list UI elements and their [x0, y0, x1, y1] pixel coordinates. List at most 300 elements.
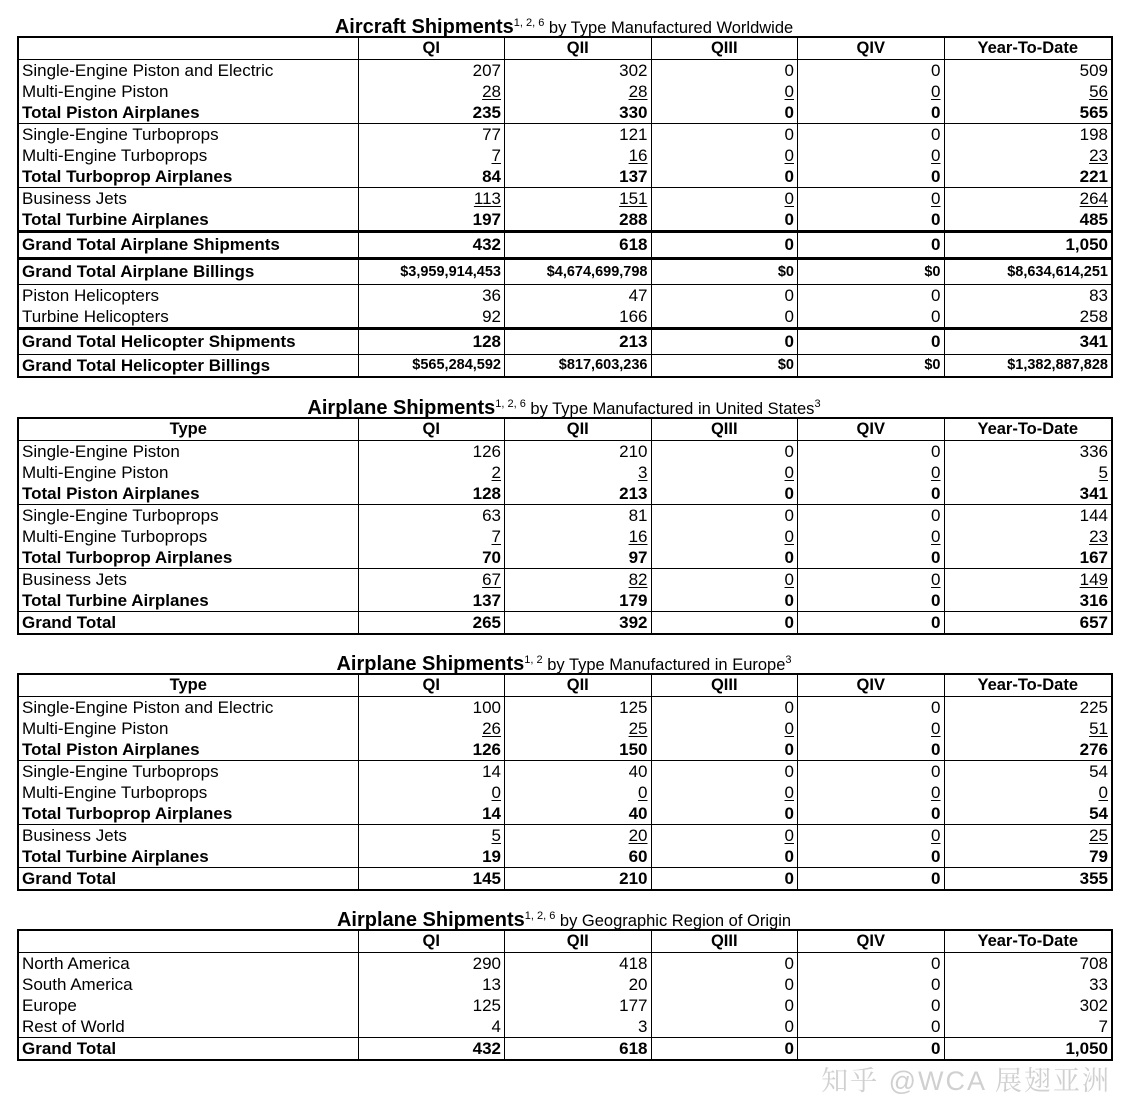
table-row [18, 974, 1112, 995]
cell-value [944, 782, 1112, 803]
value: 0 [784, 570, 794, 589]
row-label: Piston Helicopters [18, 285, 358, 307]
value: 0 [784, 103, 794, 122]
value: 316 [1079, 591, 1108, 610]
cell-value [505, 124, 652, 146]
value: 0 [931, 804, 941, 823]
cell-value [944, 102, 1112, 124]
value: $0 [924, 264, 941, 280]
value: 7 [491, 527, 501, 546]
cell-value [505, 1016, 652, 1038]
cell-value [798, 739, 945, 761]
title-main: Airplane Shipments [307, 397, 496, 419]
value: 0 [784, 146, 794, 165]
table-title [17, 647, 1111, 673]
column-header: QII [505, 37, 652, 60]
data-table [17, 929, 1113, 1061]
value: 618 [619, 235, 648, 254]
cell-value [505, 259, 652, 285]
cell-value [944, 953, 1112, 975]
value: 167 [1079, 548, 1108, 567]
column-header: QIII [651, 37, 798, 60]
table-row [18, 761, 1112, 783]
value: 0 [784, 954, 794, 973]
cell-value [358, 306, 505, 329]
cell-value [798, 81, 945, 102]
cell-value [651, 102, 798, 124]
cell-value [358, 761, 505, 783]
cell-value [944, 846, 1112, 868]
cell-value [944, 232, 1112, 259]
value: 565 [1079, 103, 1108, 122]
value: 0 [931, 869, 941, 888]
cell-value [358, 505, 505, 527]
cell-value [505, 232, 652, 259]
value: 2 [491, 463, 501, 482]
value: 26 [482, 719, 501, 738]
cell-value [651, 483, 798, 505]
cell-value [358, 825, 505, 847]
value: 100 [472, 698, 501, 717]
table-row [18, 462, 1112, 483]
value: 137 [472, 591, 501, 610]
value: 207 [472, 61, 501, 80]
cell-value [358, 974, 505, 995]
row-label: Total Piston Airplanes [18, 739, 358, 761]
value: 56 [1089, 82, 1108, 101]
column-header: QIV [798, 930, 945, 953]
value: 0 [931, 484, 941, 503]
column-header: QIV [798, 674, 945, 697]
cell-value [798, 505, 945, 527]
cell-value [798, 329, 945, 355]
column-header: QII [505, 418, 652, 441]
value: 0 [784, 332, 794, 351]
column-header-type [18, 930, 358, 953]
cell-value [798, 1016, 945, 1038]
value: 54 [1089, 804, 1108, 823]
value: 0 [784, 762, 794, 781]
value: $1,382,887,828 [1007, 357, 1108, 373]
cell-value [505, 209, 652, 232]
header-row [18, 37, 1112, 60]
cell-value [944, 825, 1112, 847]
cell-value [651, 526, 798, 547]
value: 20 [628, 826, 648, 845]
cell-value [358, 145, 505, 166]
row-label: Business Jets [18, 825, 358, 847]
cell-value [798, 612, 945, 635]
cell-value [651, 124, 798, 146]
cell-value [651, 60, 798, 82]
watermark: 知乎 @WCA 展翅亚洲 [821, 1066, 1111, 1096]
value: 0 [784, 189, 794, 208]
value: 0 [931, 189, 941, 208]
table-row [18, 718, 1112, 739]
value: 60 [628, 847, 648, 866]
row-label: Single-Engine Piston and Electric [18, 697, 358, 719]
value: 83 [1089, 286, 1108, 305]
cell-value [798, 526, 945, 547]
cell-value [358, 483, 505, 505]
table-title [17, 10, 1111, 36]
value: 0 [931, 570, 941, 589]
table-row [18, 232, 1112, 259]
cell-value [944, 81, 1112, 102]
row-label: Single-Engine Turboprops [18, 761, 358, 783]
value: 0 [638, 783, 648, 802]
column-header-type [18, 37, 358, 60]
value: 92 [482, 307, 501, 326]
value: 0 [931, 82, 941, 101]
table-row [18, 166, 1112, 188]
cell-value [505, 306, 652, 329]
cell-value [358, 1016, 505, 1038]
column-header: QIV [798, 37, 945, 60]
cell-value [505, 81, 652, 102]
cell-value [798, 697, 945, 719]
value: 264 [1079, 189, 1108, 208]
value: 0 [931, 698, 941, 717]
cell-value [651, 974, 798, 995]
value: 177 [619, 996, 648, 1015]
cell-value [798, 441, 945, 463]
value: 79 [1089, 847, 1108, 866]
table-row [18, 953, 1112, 975]
table-row [18, 739, 1112, 761]
row-label: Europe [18, 995, 358, 1016]
value: 4 [491, 1017, 501, 1036]
value: 0 [931, 719, 941, 738]
header-row [18, 418, 1112, 441]
value: 341 [1079, 484, 1108, 503]
cell-value [505, 505, 652, 527]
value: 509 [1079, 61, 1108, 80]
cell-value [651, 329, 798, 355]
cell-value [798, 188, 945, 210]
cell-value [798, 124, 945, 146]
value: 0 [931, 286, 941, 305]
title-main: Airplane Shipments [336, 909, 525, 931]
value: 0 [784, 235, 794, 254]
cell-value [944, 329, 1112, 355]
value: 0 [784, 506, 794, 525]
table-row [18, 102, 1112, 124]
value: $0 [777, 264, 794, 280]
cell-value [651, 355, 798, 378]
cell-value [798, 569, 945, 591]
header-row [18, 930, 1112, 953]
column-header: QIII [651, 930, 798, 953]
row-label: Total Turboprop Airplanes [18, 166, 358, 188]
row-label: Grand Total [18, 868, 358, 891]
cell-value [358, 569, 505, 591]
value: 0 [931, 463, 941, 482]
value: 302 [1079, 996, 1108, 1015]
value: 7 [1098, 1017, 1108, 1036]
cell-value [798, 803, 945, 825]
value: 145 [472, 869, 501, 888]
title-rest: by Type Manufactured in Europe [542, 656, 786, 674]
cell-value [651, 259, 798, 285]
column-header: QI [358, 418, 505, 441]
row-label: Total Turboprop Airplanes [18, 803, 358, 825]
cell-value [651, 825, 798, 847]
cell-value [651, 1016, 798, 1038]
row-label: Grand Total Helicopter Shipments [18, 329, 358, 355]
value: 25 [628, 719, 648, 738]
row-label: Multi-Engine Piston [18, 462, 358, 483]
value: 23 [1089, 146, 1108, 165]
header-row [18, 674, 1112, 697]
value: 0 [784, 996, 794, 1015]
value: 657 [1079, 613, 1108, 632]
row-label: Grand Total [18, 612, 358, 635]
row-label: Single-Engine Turboprops [18, 124, 358, 146]
cell-value [358, 462, 505, 483]
cell-value [505, 462, 652, 483]
value: 20 [628, 975, 648, 994]
table-row [18, 782, 1112, 803]
value: 19 [482, 847, 501, 866]
cell-value [944, 306, 1112, 329]
value: 16 [628, 146, 648, 165]
value: 392 [619, 613, 648, 632]
value: 126 [472, 740, 501, 759]
table-row [18, 60, 1112, 82]
value: 0 [931, 996, 941, 1015]
value: 25 [1089, 826, 1108, 845]
cell-value [505, 697, 652, 719]
cell-value [944, 1016, 1112, 1038]
value: 0 [784, 527, 794, 546]
cell-value [505, 1038, 652, 1061]
cell-value [358, 526, 505, 547]
footnote-marks: 1, 2, 6 [513, 17, 545, 29]
table-row [18, 995, 1112, 1016]
cell-value [358, 209, 505, 232]
cell-value [505, 441, 652, 463]
footnote-marks: 3 [785, 654, 792, 666]
value: 0 [784, 783, 794, 802]
cell-value [944, 188, 1112, 210]
value: 5 [491, 826, 501, 845]
cell-value [358, 329, 505, 355]
value: 0 [931, 1017, 941, 1036]
row-label: Business Jets [18, 188, 358, 210]
value: 618 [619, 1039, 648, 1058]
value: 0 [1098, 783, 1108, 802]
row-label: Total Turbine Airplanes [18, 209, 358, 232]
value: 0 [784, 61, 794, 80]
cell-value [944, 505, 1112, 527]
cell-value [651, 441, 798, 463]
value: 3 [638, 1017, 648, 1036]
value: 0 [931, 954, 941, 973]
value: 432 [472, 1039, 501, 1058]
value: 128 [472, 484, 501, 503]
cell-value [651, 739, 798, 761]
cell-value [358, 953, 505, 975]
cell-value [798, 995, 945, 1016]
cell-value [358, 718, 505, 739]
value: $565,284,592 [412, 357, 501, 373]
value: 0 [784, 286, 794, 305]
value: 0 [784, 826, 794, 845]
value: 84 [482, 167, 501, 186]
cell-value [944, 462, 1112, 483]
value: $817,603,236 [558, 357, 648, 373]
table-row [18, 612, 1112, 635]
value: 0 [784, 548, 794, 567]
value: 0 [931, 125, 941, 144]
value: 418 [619, 954, 648, 973]
value: 13 [482, 975, 501, 994]
value: 14 [482, 762, 501, 781]
value: 54 [1089, 762, 1108, 781]
value: 355 [1079, 869, 1108, 888]
table-row [18, 81, 1112, 102]
cell-value [944, 803, 1112, 825]
table-row [18, 697, 1112, 719]
cell-value [505, 739, 652, 761]
column-header: QI [358, 37, 505, 60]
value: 0 [784, 740, 794, 759]
value: 0 [931, 762, 941, 781]
value: 126 [472, 442, 501, 461]
value: 0 [931, 146, 941, 165]
value: 67 [482, 570, 501, 589]
cell-value [651, 569, 798, 591]
cell-value [505, 782, 652, 803]
row-label: Grand Total Airplane Billings [18, 259, 358, 285]
cell-value [798, 974, 945, 995]
cell-value [358, 697, 505, 719]
cell-value [651, 803, 798, 825]
cell-value [505, 846, 652, 868]
cell-value [798, 145, 945, 166]
column-header: Year-To-Date [944, 674, 1112, 697]
cell-value [798, 306, 945, 329]
value: 0 [784, 698, 794, 717]
table-section [17, 647, 1111, 891]
value: 16 [628, 527, 648, 546]
cell-value [651, 188, 798, 210]
value: 0 [931, 442, 941, 461]
cell-value [651, 718, 798, 739]
cell-value [505, 547, 652, 569]
table-title [17, 391, 1111, 417]
value: 0 [784, 307, 794, 326]
cell-value [944, 259, 1112, 285]
cell-value [505, 188, 652, 210]
value: 0 [931, 307, 941, 326]
value: 47 [628, 286, 648, 305]
cell-value [651, 995, 798, 1016]
row-label: North America [18, 953, 358, 975]
value: 0 [931, 826, 941, 845]
value: 0 [931, 740, 941, 759]
cell-value [358, 124, 505, 146]
value: 0 [784, 125, 794, 144]
value: 0 [784, 210, 794, 229]
cell-value [944, 145, 1112, 166]
cell-value [505, 803, 652, 825]
cell-value [798, 718, 945, 739]
value: $3,959,914,453 [400, 264, 501, 280]
footnote-marks: 1, 2, 6 [495, 398, 526, 410]
value: 77 [482, 125, 501, 144]
cell-value [944, 761, 1112, 783]
cell-value [798, 285, 945, 307]
cell-value [944, 974, 1112, 995]
value: 0 [784, 484, 794, 503]
value: 225 [1079, 698, 1108, 717]
value: 265 [472, 613, 501, 632]
row-label: Multi-Engine Piston [18, 81, 358, 102]
cell-value [505, 718, 652, 739]
cell-value [358, 590, 505, 612]
column-header: QI [358, 674, 505, 697]
row-label: Single-Engine Piston [18, 441, 358, 463]
cell-value [505, 974, 652, 995]
cell-value [944, 483, 1112, 505]
value: 128 [472, 332, 501, 351]
cell-value [358, 355, 505, 378]
cell-value [358, 441, 505, 463]
value: 330 [619, 103, 648, 122]
cell-value [505, 761, 652, 783]
row-label: Multi-Engine Piston [18, 718, 358, 739]
value: 432 [472, 235, 501, 254]
table-section [17, 10, 1111, 378]
table-row [18, 825, 1112, 847]
value: 1,050 [1065, 235, 1108, 254]
cell-value [505, 483, 652, 505]
cell-value [358, 166, 505, 188]
table-row [18, 209, 1112, 232]
cell-value [505, 145, 652, 166]
value: 213 [619, 332, 648, 351]
value: 166 [619, 307, 648, 326]
value: 33 [1089, 975, 1108, 994]
value: 485 [1079, 210, 1108, 229]
value: 341 [1079, 332, 1108, 351]
value: 708 [1079, 954, 1108, 973]
row-label: Total Turbine Airplanes [18, 846, 358, 868]
column-header: Year-To-Date [944, 930, 1112, 953]
footnote-marks: 3 [814, 398, 821, 410]
value: 63 [482, 506, 501, 525]
value: 28 [628, 82, 648, 101]
cell-value [358, 60, 505, 82]
table-row [18, 441, 1112, 463]
table-row [18, 329, 1112, 355]
value: 0 [931, 783, 941, 802]
cell-value [505, 868, 652, 891]
value: 125 [619, 698, 648, 717]
cell-value [944, 526, 1112, 547]
table-row [18, 846, 1112, 868]
value: 125 [472, 996, 501, 1015]
cell-value [651, 462, 798, 483]
value: 0 [784, 82, 794, 101]
data-table [17, 673, 1113, 891]
value: 82 [628, 570, 648, 589]
value: 0 [931, 847, 941, 866]
row-label: Multi-Engine Turboprops [18, 145, 358, 166]
value: 5 [1098, 463, 1108, 482]
